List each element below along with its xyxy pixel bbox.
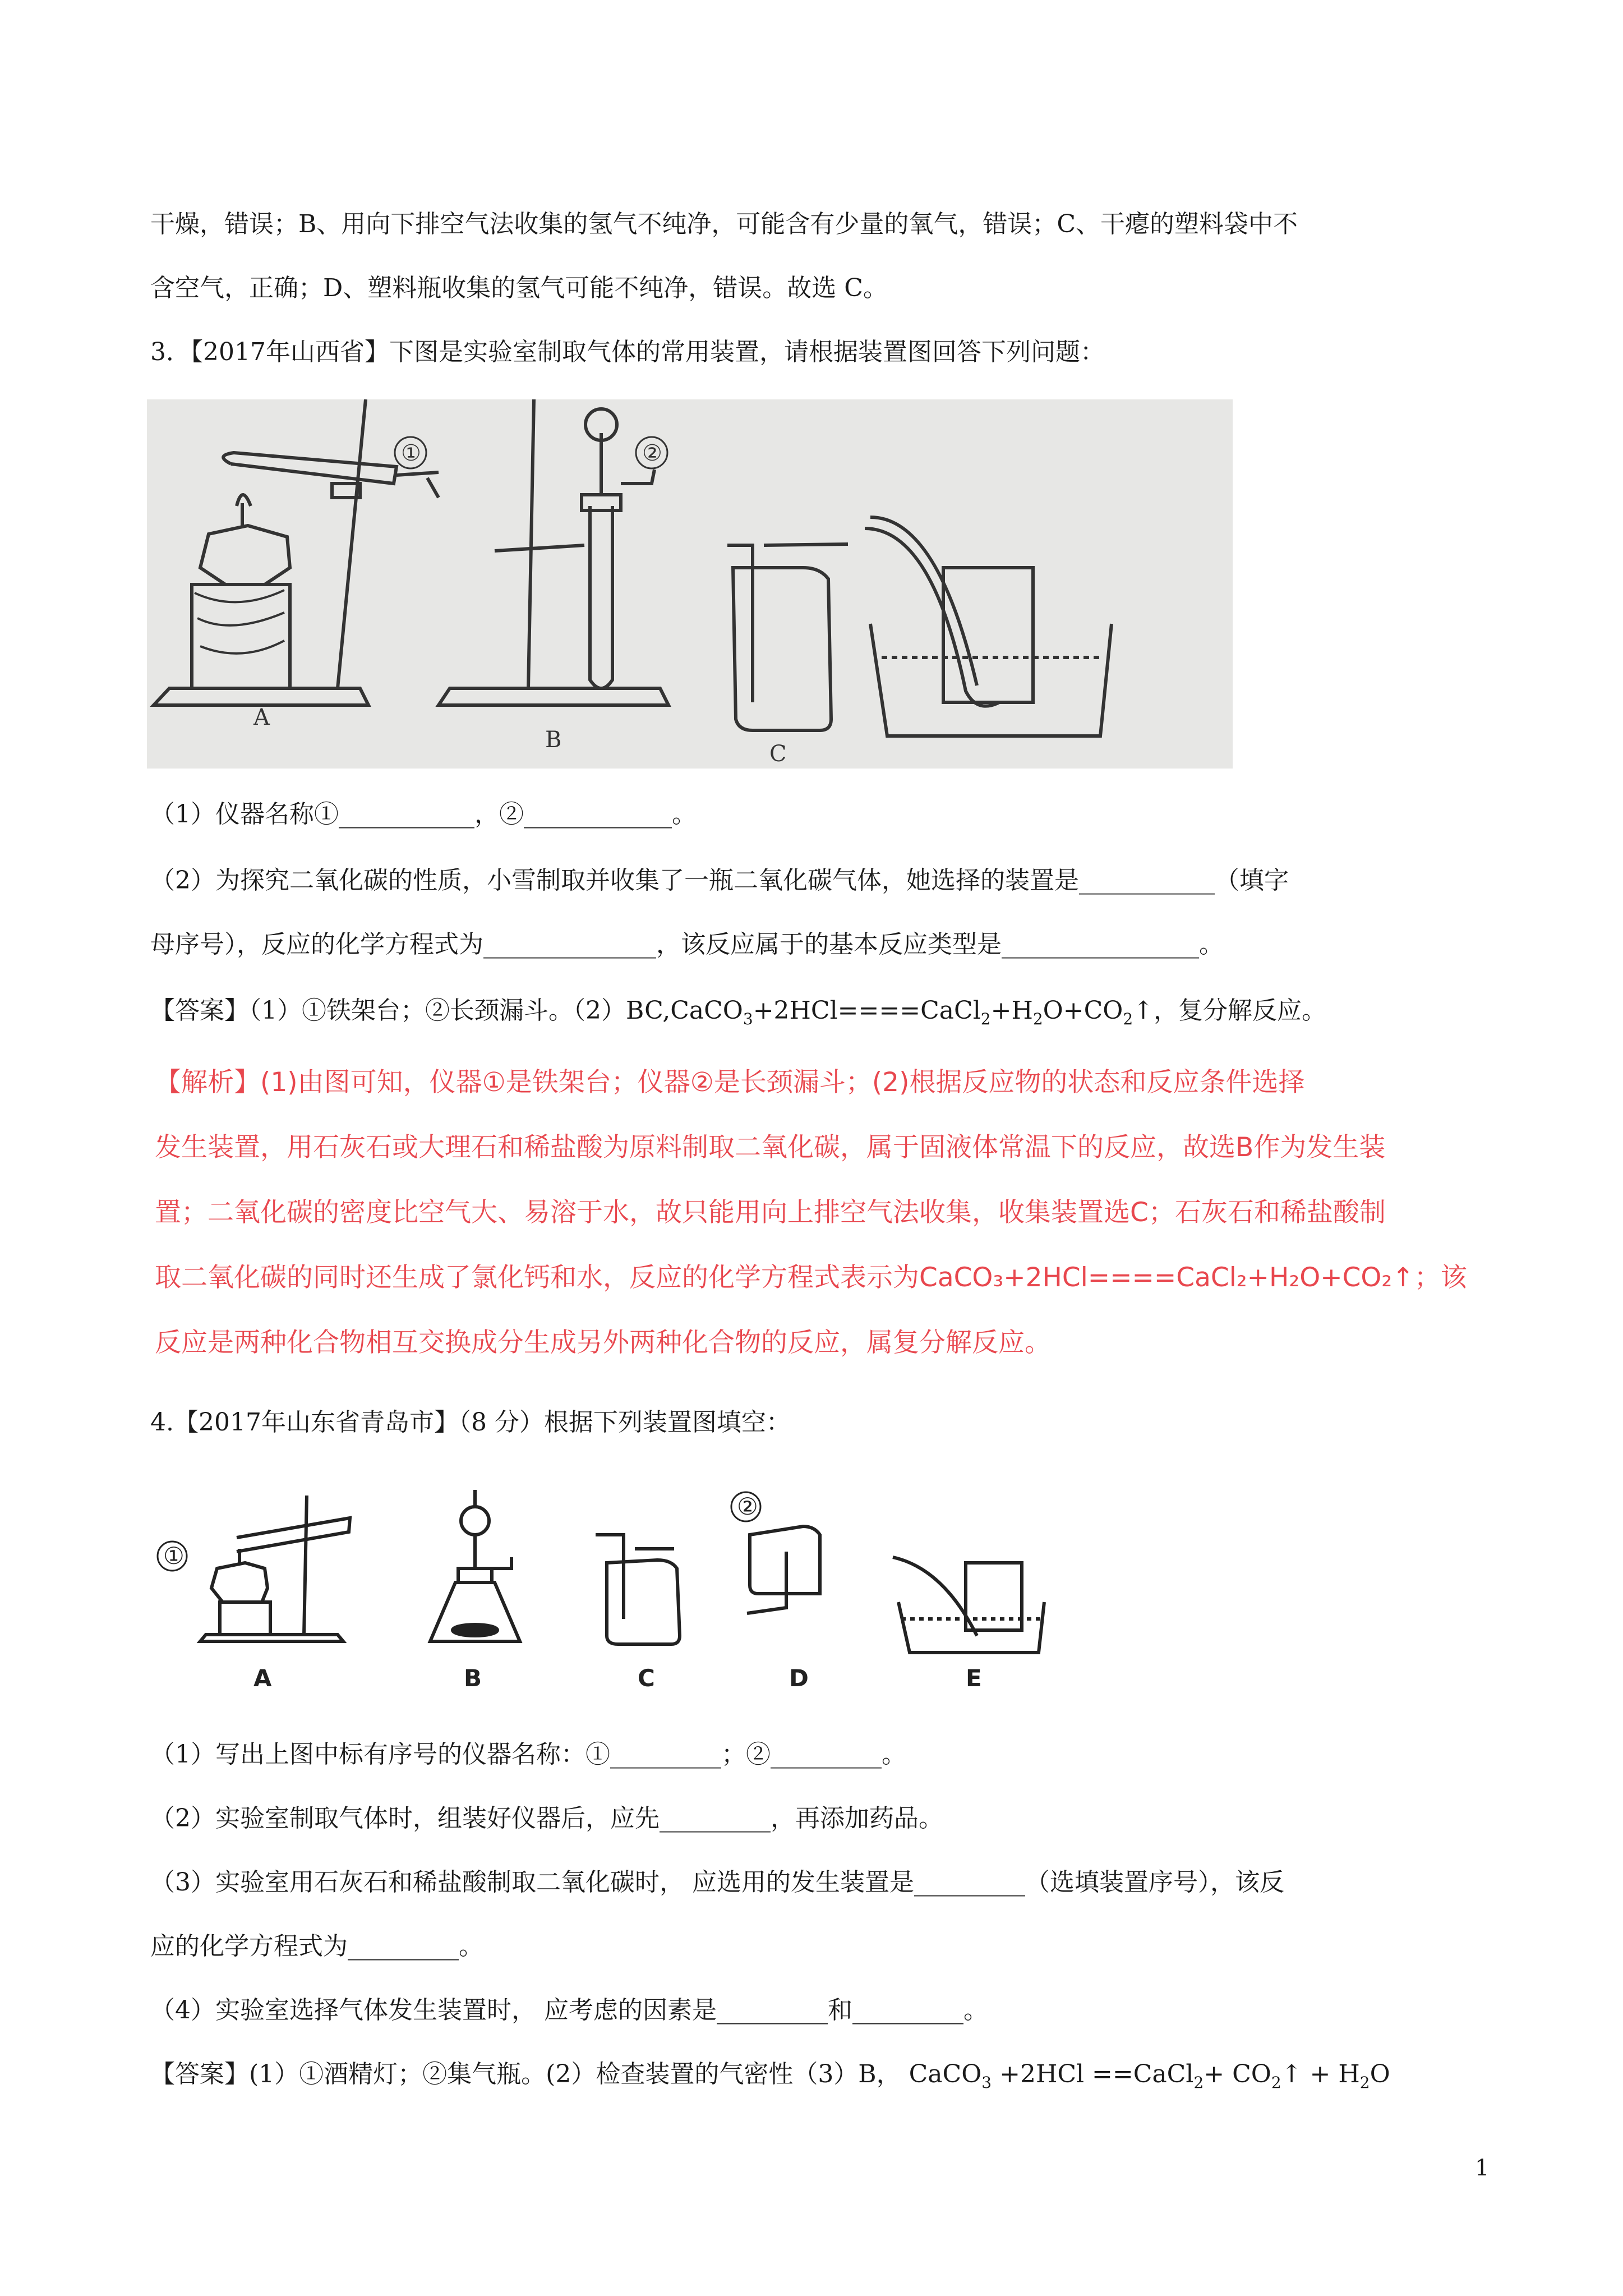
fig2-label-d: D [789,1664,809,1692]
q4-part-1: （1）写出上图中标有序号的仪器名称：①_________；②_________。 [150,1740,906,1769]
fig2-label-b: B [464,1664,482,1692]
fig1-mark-2: ② [642,440,662,466]
explanation-line-1: 【解析】(1)由图可知，仪器①是铁架台；仪器②是长颈漏斗；(2)根据反应物的状态和反应条件选择 [155,1067,1305,1098]
line-1: 干燥，错误；B、用向下排空气法收集的氢气不纯净，可能含有少量的氧气，错误；C、干瘪的塑料袋中不 [150,210,1298,238]
explanation-line-2: 发生装置，用石灰石或大理石和稀盐酸为原料制取二氧化碳，属于固液体常温下的反应，故选B作为发生装 [155,1132,1386,1163]
answer-4: 【答案】(1）①酒精灯；②集气瓶。(2）检查装置的气密性（3）B， CaCO$_3$ +2HCl ==CaCl$_2$+ $CO_2↑ + H_2O$ [150,2060,1390,2092]
fig1-label-a: A [253,705,270,730]
q4-part-4: （4）实验室选择气体发生装置时， 应考虑的因素是_________和_________。 [150,1996,988,2024]
figure-apparatus-4 [147,1484,1067,1697]
q4-part-3b: 应的化学方程式为_________。 [150,1932,483,1961]
q3-part-1: （1）仪器名称①___________，②____________。 [150,800,697,829]
explanation-line-3: 置；二氧化碳的密度比空气大、易溶于水，故只能用向上排空气法收集，收集装置选C；石灰石和稀盐酸制 [155,1197,1386,1228]
fig2-mark-2: ② [737,1493,758,1520]
fig2-label-e: E [966,1664,982,1692]
q4-part-3a: （3）实验室用石灰石和稀盐酸制取二氧化碳时， 应选用的发生装置是_________（选填装置序号），该反 [150,1868,1284,1897]
q3-part-2a: （2）为探究二氧化碳的性质，小雪制取并收集了一瓶二氧化碳气体，她选择的装置是___________（填字 [150,866,1289,895]
explanation-line-5: 反应是两种化合物相互交换成分生成另外两种化合物的反应，属复分解反应。 [155,1327,1051,1358]
fig2-label-a: A [253,1664,272,1692]
page-number: 1 [1475,2155,1490,2181]
fig2-label-c: C [638,1664,655,1692]
q4-part-2: （2）实验室制取气体时，组装好仪器后，应先_________，再添加药品。 [150,1804,943,1833]
answer-3: 【答案】（1）①铁架台；②长颈漏斗。$(2)BC,CaCO_3+2HCl====CaCl_2+H_2O+CO_2↑$，复分解反应。 [150,996,1327,1028]
question-3-title: 3．【2017年山西省】下图是实验室制取气体的常用装置，请根据装置图回答下列问题： [150,338,1105,366]
question-4-title: 4.【2017年山东省青岛市】（8 分）根据下列装置图填空： [150,1408,791,1437]
fig1-label-c: C [769,741,787,767]
q3-part-2b: 母序号），反应的化学方程式为______________，该反应属于的基本反应类型是________________。 [150,930,1224,959]
line-2: 含空气，正确；D、塑料瓶收集的氢气可能不纯净，错误。故选 C。 [150,274,888,302]
explanation-line-4: 取二氧化碳的同时还生成了氯化钙和水，反应的化学方程式表示为CaCO₃+2HCl====CaCl₂+H₂O+CO₂↑；该 [155,1262,1467,1293]
fig1-label-b: B [545,727,562,753]
figure-apparatus-3 [147,399,1233,769]
fig2-mark-1: ① [163,1542,185,1570]
fig1-mark-1: ① [401,440,421,466]
